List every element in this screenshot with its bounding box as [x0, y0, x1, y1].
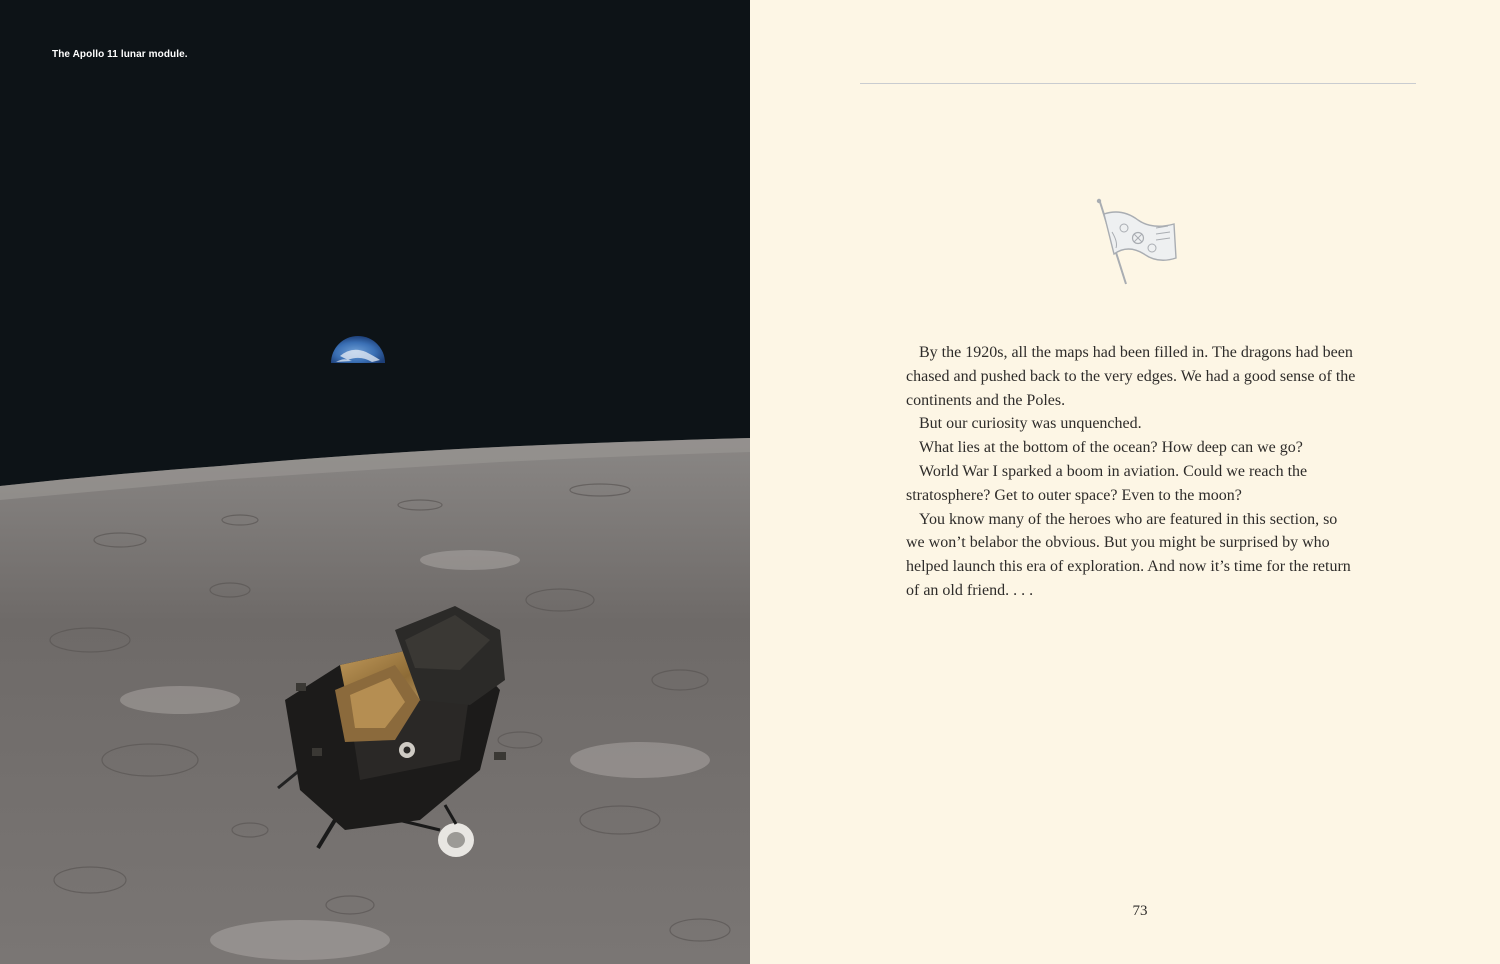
paragraph: But our curiosity was unquenched.: [919, 415, 1142, 433]
paragraph: By the 1920s, all the maps had been filled in. The dragons had been chased and pushed back to the very edges. We had a good sense of the continents and the Poles.: [906, 344, 1356, 409]
photo-caption: The Apollo 11 lunar module.: [52, 49, 188, 60]
paragraph: You know many of the heroes who are featured in this section, so we won’t belabor the obvious. But you might be surprised by who helped launch this era of exploration. And now it’s time for the return of an old friend. . . .: [906, 510, 1351, 599]
paragraph: What lies at the bottom of the ocean? How deep can we go?: [919, 439, 1303, 457]
text-page: [750, 0, 1500, 964]
flag-emblem-icon: [1094, 198, 1180, 288]
header-rule: [860, 83, 1416, 84]
body-text: [906, 341, 1358, 603]
page-number: 73: [1132, 903, 1148, 919]
paragraph: World War I sparked a boom in aviation. Could we reach the stratosphere? Get to outer space? Even to the moon?: [906, 462, 1308, 504]
